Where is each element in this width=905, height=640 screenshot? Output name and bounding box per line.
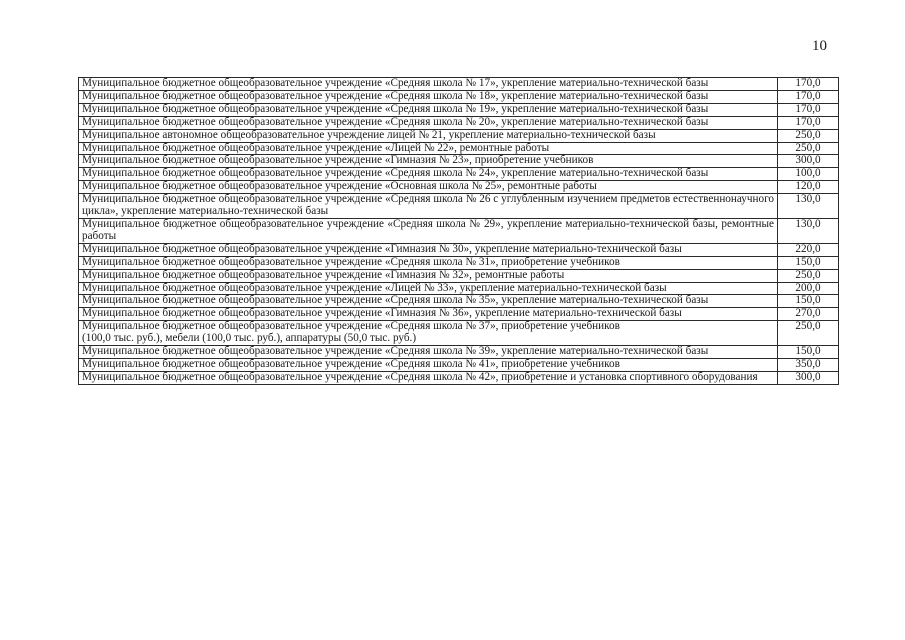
row-description: Муниципальное бюджетное общеобразовательное учреждение «Средняя школа № 19», укрепление материально-технической базы — [79, 103, 778, 116]
row-description: Муниципальное бюджетное общеобразовательное учреждение «Гимназия № 36», укрепление материально-технической базы — [79, 308, 778, 321]
row-description: Муниципальное бюджетное общеобразовательное учреждение «Средняя школа № 35», укрепление материально-технической базы — [79, 295, 778, 308]
table-row — [79, 181, 839, 194]
row-description: Муниципальное бюджетное общеобразовательное учреждение «Гимназия № 30», укрепление материально-технической базы — [79, 243, 778, 256]
table-row — [79, 168, 839, 181]
row-description: Муниципальное бюджетное общеобразовательное учреждение «Средняя школа № 42», приобретение и установка спортивного оборудования — [79, 371, 778, 384]
table-row — [79, 371, 839, 384]
table-row — [79, 155, 839, 168]
allocation-table-body — [79, 78, 839, 385]
row-amount: 170,0 — [778, 78, 839, 91]
row-amount: 170,0 — [778, 90, 839, 103]
page-number: 10 — [812, 38, 827, 54]
row-description: Муниципальное бюджетное общеобразовательное учреждение «Средняя школа № 26 с углубленным изучением предметов естественнонаучного цикла», укрепление материально-технической базы — [79, 194, 778, 219]
table-row — [79, 103, 839, 116]
row-amount: 130,0 — [778, 194, 839, 219]
row-description: Муниципальное бюджетное общеобразовательное учреждение «Лицей № 33», укрепление материально-технической базы — [79, 282, 778, 295]
row-description: Муниципальное автономное общеобразовательное учреждение лицей № 21, укрепление материально-технической базы — [79, 129, 778, 142]
row-amount: 130,0 — [778, 218, 839, 243]
row-amount: 350,0 — [778, 358, 839, 371]
table-row — [79, 269, 839, 282]
row-description: Муниципальное бюджетное общеобразовательное учреждение «Средняя школа № 18», укрепление материально-технической базы — [79, 90, 778, 103]
row-description: Муниципальное бюджетное общеобразовательное учреждение «Основная школа № 25», ремонтные работы — [79, 181, 778, 194]
row-amount: 120,0 — [778, 181, 839, 194]
table-row — [79, 243, 839, 256]
table-row — [79, 346, 839, 359]
row-description: Муниципальное бюджетное общеобразовательное учреждение «Гимназия № 32», ремонтные работы — [79, 269, 778, 282]
row-description: Муниципальное бюджетное общеобразовательное учреждение «Средняя школа № 41», приобретение учебников — [79, 358, 778, 371]
row-description: Муниципальное бюджетное общеобразовательное учреждение «Средняя школа № 20», укрепление материально-технической базы — [79, 116, 778, 129]
row-amount: 250,0 — [778, 321, 839, 346]
table-row — [79, 90, 839, 103]
row-amount: 170,0 — [778, 116, 839, 129]
row-description: Муниципальное бюджетное общеобразовательное учреждение «Средняя школа № 29», укрепление материально-технической базы, ремонтные работы — [79, 218, 778, 243]
table-row — [79, 218, 839, 243]
row-amount: 150,0 — [778, 256, 839, 269]
row-amount: 250,0 — [778, 269, 839, 282]
row-amount: 150,0 — [778, 295, 839, 308]
table-row — [79, 129, 839, 142]
table-row — [79, 142, 839, 155]
table-row — [79, 308, 839, 321]
row-amount: 200,0 — [778, 282, 839, 295]
row-amount: 220,0 — [778, 243, 839, 256]
table-row — [79, 282, 839, 295]
table-row — [79, 116, 839, 129]
row-amount: 300,0 — [778, 371, 839, 384]
row-description: Муниципальное бюджетное общеобразовательное учреждение «Средняя школа № 39», укрепление материально-технической базы — [79, 346, 778, 359]
row-amount: 100,0 — [778, 168, 839, 181]
row-amount: 150,0 — [778, 346, 839, 359]
table-row — [79, 78, 839, 91]
table-row — [79, 358, 839, 371]
table-row — [79, 256, 839, 269]
table-row — [79, 295, 839, 308]
row-description: Муниципальное бюджетное общеобразовательное учреждение «Средняя школа № 17», укрепление материально-технической базы — [79, 78, 778, 91]
table-row — [79, 321, 839, 346]
row-description: Муниципальное бюджетное общеобразовательное учреждение «Средняя школа № 37», приобретение учебников (100,0 тыс. руб.), мебели (100,0 тыс. руб.), аппаратуры (50,0 тыс. руб.) — [79, 321, 778, 346]
row-description: Муниципальное бюджетное общеобразовательное учреждение «Гимназия № 23», приобретение учебников — [79, 155, 778, 168]
row-description: Муниципальное бюджетное общеобразовательное учреждение «Лицей № 22», ремонтные работы — [79, 142, 778, 155]
table-row — [79, 194, 839, 219]
row-amount: 170,0 — [778, 103, 839, 116]
allocation-table — [78, 77, 839, 385]
row-amount: 250,0 — [778, 142, 839, 155]
row-amount: 250,0 — [778, 129, 839, 142]
row-amount: 270,0 — [778, 308, 839, 321]
row-description: Муниципальное бюджетное общеобразовательное учреждение «Средняя школа № 31», приобретение учебников — [79, 256, 778, 269]
row-description: Муниципальное бюджетное общеобразовательное учреждение «Средняя школа № 24», укрепление материально-технической базы — [79, 168, 778, 181]
row-amount: 300,0 — [778, 155, 839, 168]
